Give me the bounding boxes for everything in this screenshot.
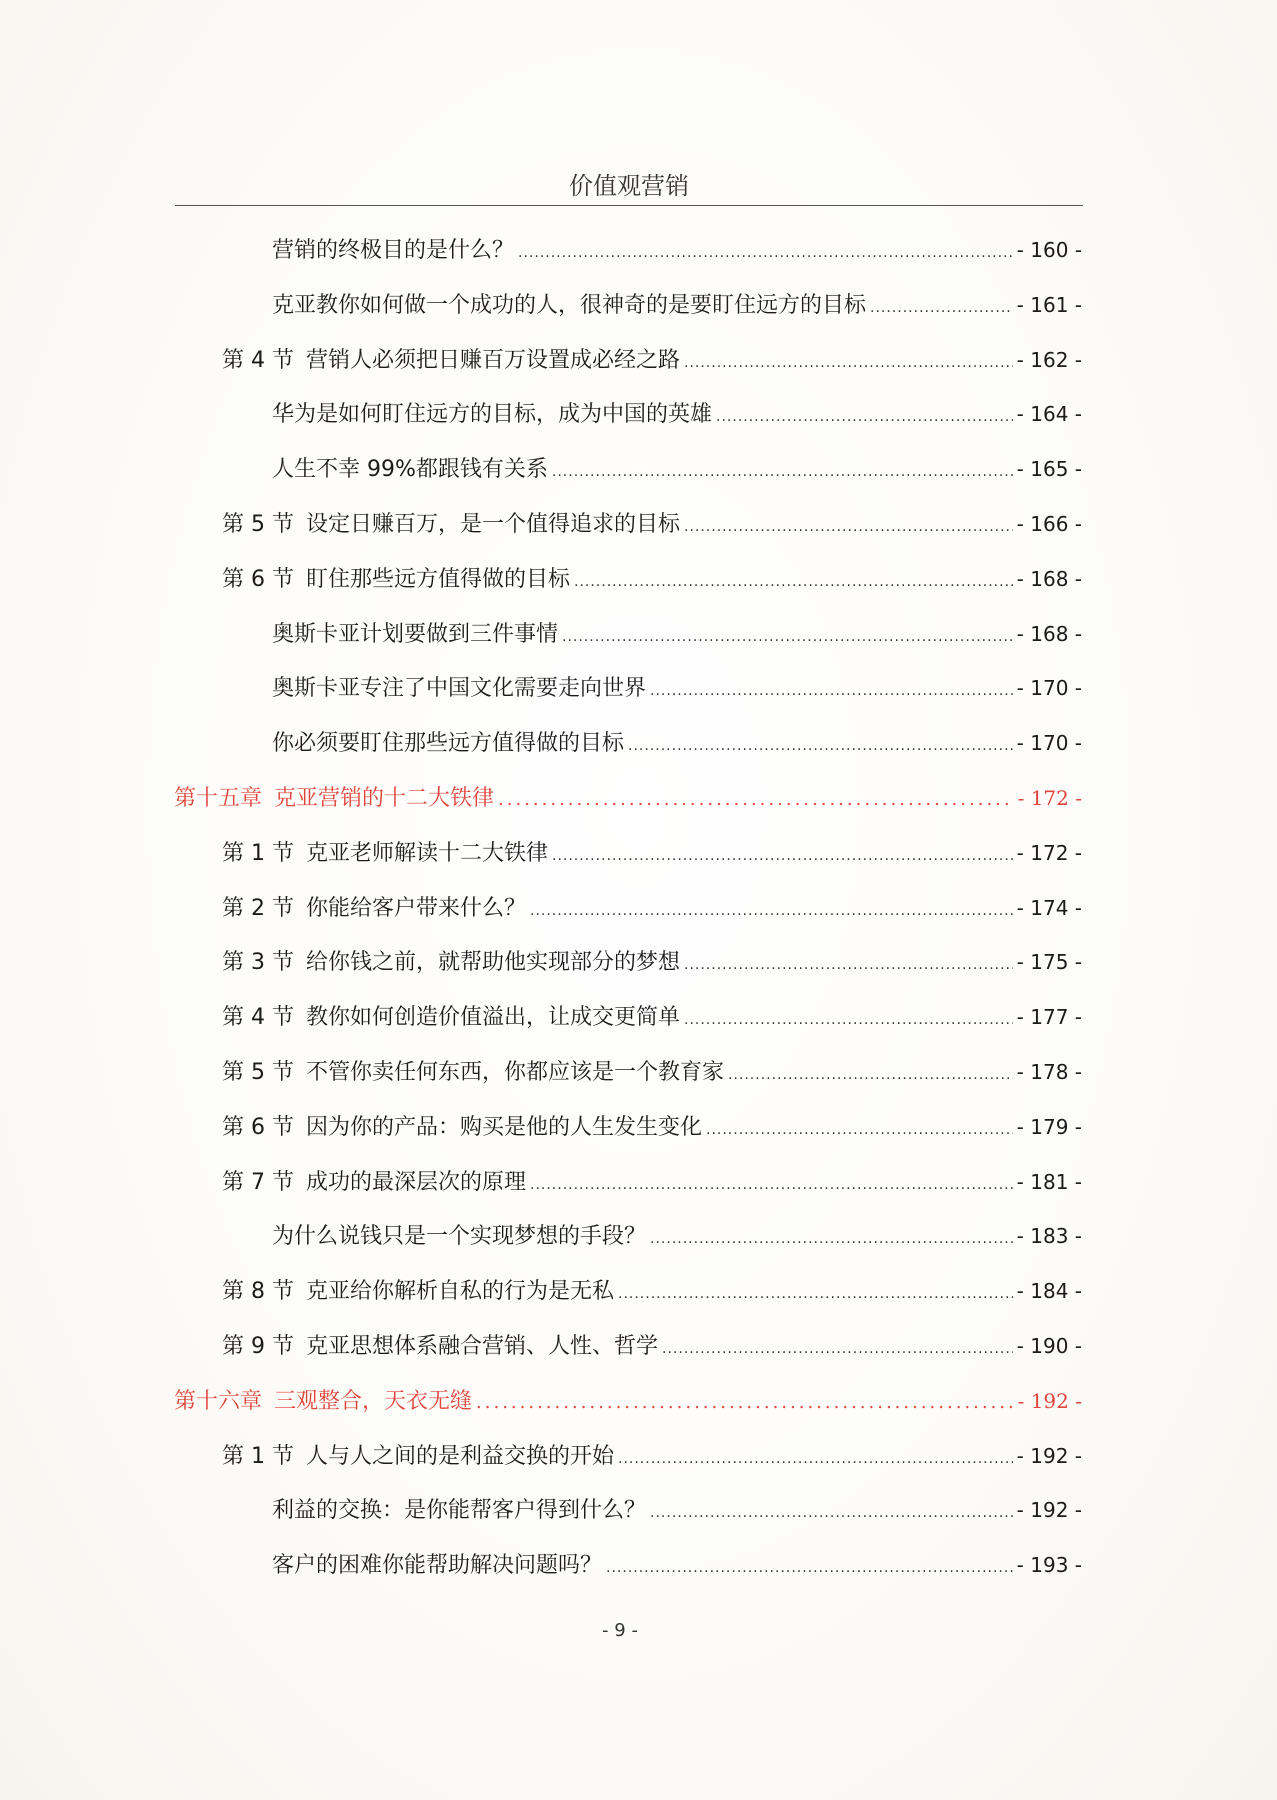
entry-number: 第 1 节 <box>222 1444 294 1469</box>
toc-chapter-entry <box>174 1381 1082 1421</box>
entry-title-text: 奥斯卡亚专注了中国文化需要走向世界 <box>272 676 647 701</box>
entry-title <box>222 560 570 600</box>
toc-section-entry <box>222 559 1082 599</box>
entry-title <box>174 1382 472 1422</box>
entry-title <box>222 1163 526 1203</box>
entry-page-number: - 168 - <box>1016 622 1082 646</box>
dot-leader <box>650 1493 1013 1533</box>
dot-leader <box>684 1000 1013 1040</box>
dot-leader <box>518 233 1013 273</box>
entry-title-text: 克亚老师解读十二大铁律 <box>305 841 548 866</box>
dot-leader <box>650 1219 1013 1259</box>
entry-title-text: 设定日赚百万，是一个值得追求的目标 <box>305 512 680 537</box>
entry-title <box>222 1437 614 1477</box>
entry-title <box>222 1053 724 1093</box>
entry-title <box>222 341 680 381</box>
toc-subsection-entry <box>272 723 1082 763</box>
dot-leader <box>552 836 1013 876</box>
entry-page-number: - 168 - <box>1016 567 1082 591</box>
entry-title <box>222 1272 614 1312</box>
dot-leader <box>618 1439 1013 1479</box>
entry-title <box>272 724 624 764</box>
entry-title <box>222 1327 658 1367</box>
toc-section-entry <box>222 1326 1082 1366</box>
entry-title-text: 为什么说钱只是一个实现梦想的手段？ <box>272 1224 647 1249</box>
entry-page-number: - 184 - <box>1016 1279 1082 1303</box>
entry-page-number: - 178 - <box>1016 1060 1082 1084</box>
entry-title-text: 教你如何创造价值溢出，让成交更简单 <box>305 1005 680 1030</box>
entry-page-number: - 192 - <box>1017 1389 1082 1413</box>
entry-number: 第 4 节 <box>222 1005 294 1030</box>
entry-number: 第 3 节 <box>222 950 294 975</box>
entry-title-text: 你必须要盯住那些远方值得做的目标 <box>272 731 625 756</box>
toc-subsection-entry <box>272 1490 1082 1530</box>
entry-title <box>222 998 680 1038</box>
entry-page-number: - 160 - <box>1016 238 1082 262</box>
toc-subsection-entry <box>272 394 1082 434</box>
entry-page-number: - 183 - <box>1016 1224 1082 1248</box>
dot-leader <box>684 507 1013 547</box>
entry-title-text: 给你钱之前，就帮助他实现部分的梦想 <box>305 950 680 975</box>
entry-page-number: - 174 - <box>1016 896 1082 920</box>
dot-leader <box>650 671 1013 711</box>
entry-title-text: 人与人之间的是利益交换的开始 <box>305 1444 614 1469</box>
entry-title-text: 不管你卖任何东西，你都应该是一个教育家 <box>305 1060 724 1085</box>
entry-title-text: 人生不幸 99%都跟钱有关系 <box>272 457 548 482</box>
dot-leader <box>606 1548 1013 1588</box>
entry-title <box>272 669 646 709</box>
entry-page-number: - 190 - <box>1016 1334 1082 1358</box>
toc-subsection-entry <box>272 1545 1082 1585</box>
entry-title-text: 你能给客户带来什么？ <box>305 896 526 921</box>
toc-section-entry <box>222 888 1082 928</box>
dot-leader <box>716 397 1013 437</box>
toc-section-entry <box>222 504 1082 544</box>
dot-leader <box>562 617 1013 657</box>
dot-leader <box>628 726 1013 766</box>
toc-subsection-entry <box>272 614 1082 654</box>
entry-number: 第 7 节 <box>222 1170 294 1195</box>
dot-leader <box>552 452 1013 492</box>
entry-page-number: - 172 - <box>1016 841 1082 865</box>
entry-page-number: - 172 - <box>1017 786 1082 810</box>
toc-section-entry <box>222 942 1082 982</box>
entry-title <box>272 1491 646 1531</box>
toc-subsection-entry <box>272 230 1082 270</box>
entry-page-number: - 170 - <box>1016 676 1082 700</box>
entry-title <box>272 286 866 326</box>
dot-leader <box>728 1055 1013 1095</box>
entry-title <box>272 1546 602 1586</box>
dot-leader <box>618 1274 1013 1314</box>
entry-title-text: 克亚营销的十二大铁律 <box>274 786 495 811</box>
entry-title <box>222 1108 702 1148</box>
toc-subsection-entry <box>272 449 1082 489</box>
entry-page-number: - 162 - <box>1016 348 1082 372</box>
dot-leader <box>662 1329 1013 1369</box>
toc-section-entry <box>222 997 1082 1037</box>
entry-title <box>222 943 680 983</box>
entry-number: 第十六章 <box>174 1389 263 1414</box>
entry-number: 第 8 节 <box>222 1279 294 1304</box>
entry-title-text: 克亚思想体系融合营销、人性、哲学 <box>305 1334 658 1359</box>
entry-page-number: - 166 - <box>1016 512 1082 536</box>
entry-number: 第 6 节 <box>222 1115 294 1140</box>
toc-subsection-entry <box>272 1216 1082 1256</box>
dot-leader <box>476 1383 1014 1423</box>
entry-page-number: - 177 - <box>1016 1005 1082 1029</box>
entry-page-number: - 175 - <box>1016 950 1082 974</box>
toc-section-entry <box>222 340 1082 380</box>
running-header: 价值观营销 <box>569 172 689 200</box>
entry-page-number: - 192 - <box>1016 1498 1082 1522</box>
entry-title-text: 营销人必须把日赚百万设置成必经之路 <box>305 348 680 373</box>
dot-leader <box>706 1110 1013 1150</box>
toc-subsection-entry <box>272 285 1082 325</box>
entry-number: 第 5 节 <box>222 512 294 537</box>
entry-number: 第 2 节 <box>222 896 294 921</box>
dot-leader <box>498 780 1014 820</box>
toc-section-entry <box>222 1107 1082 1147</box>
entry-title <box>222 889 526 929</box>
entry-page-number: - 161 - <box>1016 293 1082 317</box>
toc-section-entry <box>222 1436 1082 1476</box>
entry-title-text: 华为是如何盯住远方的目标，成为中国的英雄 <box>272 402 713 427</box>
dot-leader <box>684 343 1013 383</box>
entry-number: 第 9 节 <box>222 1334 294 1359</box>
entry-title <box>272 615 558 655</box>
page-number: - 9 - <box>602 1620 638 1641</box>
entry-title-text: 客户的困难你能帮助解决问题吗？ <box>272 1553 603 1578</box>
entry-title <box>272 231 514 271</box>
entry-title <box>272 450 548 490</box>
entry-title <box>272 395 712 435</box>
dot-leader <box>870 288 1013 328</box>
entry-title <box>272 1217 646 1257</box>
entry-title-text: 盯住那些远方值得做的目标 <box>305 567 570 592</box>
entry-page-number: - 179 - <box>1016 1115 1082 1139</box>
entry-title-text: 利益的交换：是你能帮客户得到什么？ <box>272 1498 647 1523</box>
entry-title-text: 克亚教你如何做一个成功的人，很神奇的是要盯住远方的目标 <box>272 293 867 318</box>
entry-title-text: 营销的终极目的是什么？ <box>272 238 515 263</box>
entry-number: 第 4 节 <box>222 348 294 373</box>
entry-page-number: - 193 - <box>1016 1553 1082 1577</box>
entry-title-text: 因为你的产品：购买是他的人生发生变化 <box>305 1115 702 1140</box>
entry-page-number: - 181 - <box>1016 1170 1082 1194</box>
entry-page-number: - 192 - <box>1016 1444 1082 1468</box>
entry-page-number: - 164 - <box>1016 402 1082 426</box>
dot-leader <box>574 562 1013 602</box>
entry-title-text: 成功的最深层次的原理 <box>305 1170 526 1195</box>
toc-section-entry <box>222 1271 1082 1311</box>
entry-title <box>174 779 494 819</box>
toc-chapter-entry <box>174 778 1082 818</box>
entry-number: 第 6 节 <box>222 567 294 592</box>
toc-subsection-entry <box>272 668 1082 708</box>
entry-number: 第 5 节 <box>222 1060 294 1085</box>
entry-number: 第十五章 <box>174 786 263 811</box>
entry-title-text: 奥斯卡亚计划要做到三件事情 <box>272 622 559 647</box>
dot-leader <box>530 1165 1013 1205</box>
toc-section-entry <box>222 833 1082 873</box>
toc-section-entry <box>222 1052 1082 1092</box>
entry-title-text: 三观整合，天衣无缝 <box>274 1389 473 1414</box>
dot-leader <box>530 891 1013 931</box>
dot-leader <box>684 945 1013 985</box>
entry-page-number: - 170 - <box>1016 731 1082 755</box>
entry-title <box>222 834 548 874</box>
entry-number: 第 1 节 <box>222 841 294 866</box>
entry-title <box>222 505 680 545</box>
entry-title-text: 克亚给你解析自私的行为是无私 <box>305 1279 614 1304</box>
entry-page-number: - 165 - <box>1016 457 1082 481</box>
toc-section-entry <box>222 1162 1082 1202</box>
